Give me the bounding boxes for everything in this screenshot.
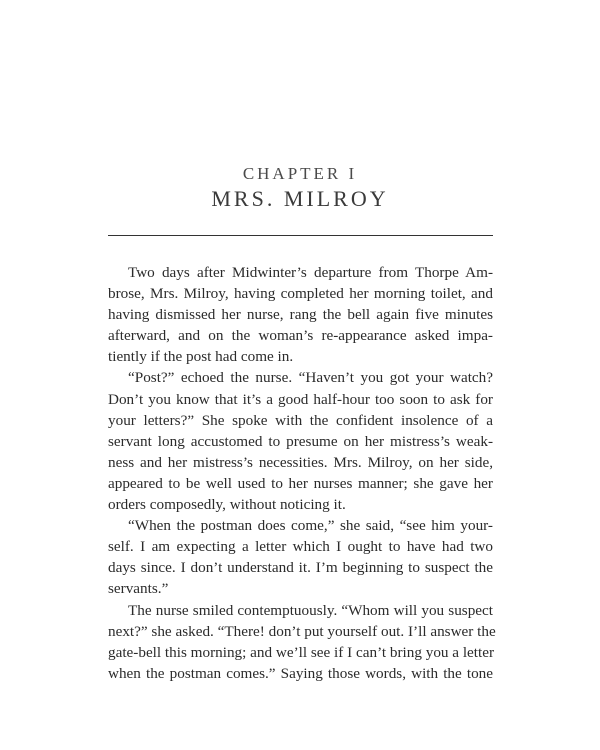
text-line: gate-bell this morning; and we’ll see if I can’t bring you a letter <box>108 643 495 661</box>
text-line: days since. I don’t understand it. I’m beginning to suspect the <box>108 559 493 577</box>
text-line: “When the postman does come,” she said, “see him your- <box>128 517 493 535</box>
text-line: your letters?” She spoke with the confident insolence of a <box>108 411 493 429</box>
text-line: servants.” <box>108 580 169 598</box>
text-line: orders composedly, without noticing it. <box>108 496 346 514</box>
body-text <box>108 262 496 684</box>
text-line: Two days after Midwinter’s departure from Thorpe Am- <box>128 264 493 281</box>
text-line: Don’t you know that it’s a good half-hour too soon to ask for <box>108 390 493 408</box>
text-line: servant long accustomed to presume on her mistress’s weak- <box>108 432 493 450</box>
text-line: ness and her mistress’s necessities. Mrs. Milroy, on her side, <box>108 453 493 471</box>
text-line: “Post?” echoed the nurse. “Haven’t you got your watch? <box>128 369 493 387</box>
text-line: when the postman comes.” Saying those words, with the tone <box>108 664 493 682</box>
text-line: The nurse smiled contemptuously. “Whom will you suspect <box>128 601 493 619</box>
text-line: tiently if the post had come in. <box>108 348 294 366</box>
text-line: appeared to be well used to her nurses manner; she gave her <box>108 474 493 492</box>
chapter-title: MRS. MILROY <box>211 186 389 211</box>
text-line: brose, Mrs. Milroy, having completed her morning toilet, and <box>108 285 493 303</box>
text-line: self. I am expecting a letter which I ought to have had two <box>108 538 493 556</box>
text-line: next?” she asked. “There! don’t put yourself out. I’ll answer the <box>108 622 496 640</box>
chapter-number: CHAPTER I <box>242 164 358 183</box>
title-divider <box>108 235 493 236</box>
text-line: having dismissed her nurse, rang the bell again five minutes <box>108 306 493 324</box>
text-line: afterward, and on the woman’s re-appearance asked impa- <box>108 327 493 345</box>
